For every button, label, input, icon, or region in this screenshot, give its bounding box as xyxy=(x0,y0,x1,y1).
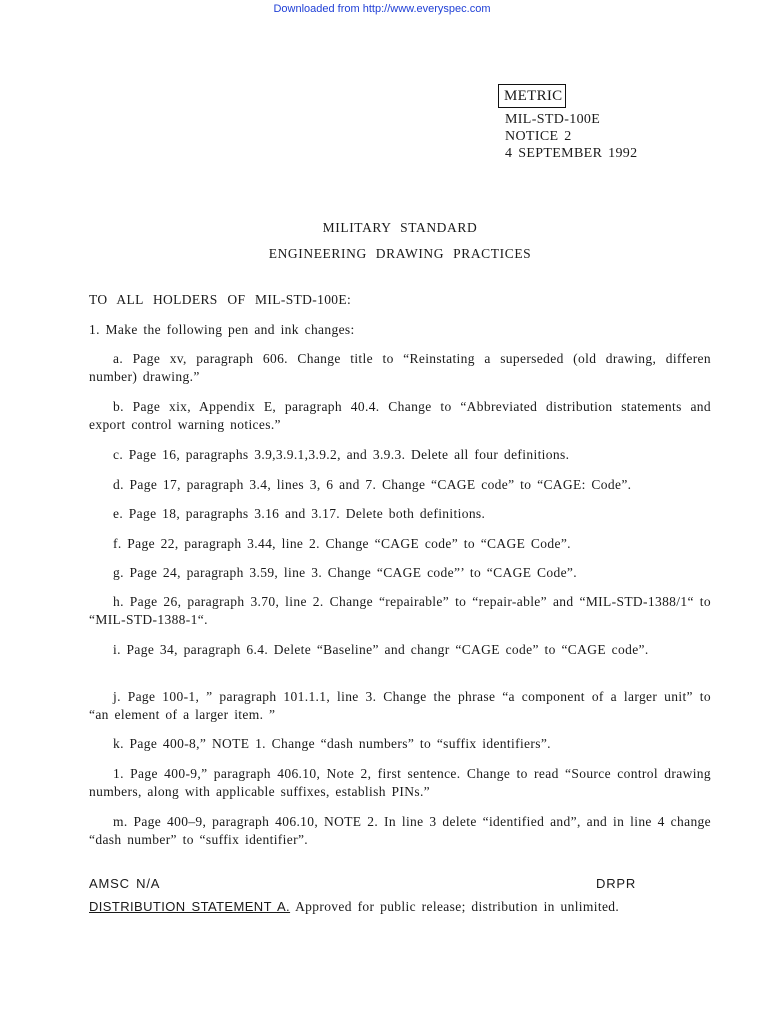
change-item: e. Page 18, paragraphs 3.16 and 3.17. Delete both definitions. xyxy=(113,506,486,521)
distribution-statement xyxy=(89,899,619,915)
change-item: g. Page 24, paragraph 3.59, line 3. Change “CAGE code”’ to “CAGE Code”. xyxy=(113,565,577,580)
area-code: DRPR xyxy=(596,876,637,891)
distribution-label: DISTRIBUTION STATEMENT A. xyxy=(89,899,291,914)
change-item: j. Page 100-1, ” paragraph 101.1.1, line 3. Change the phrase “a component of a larger unit” to “an element of a larger item. ” xyxy=(89,689,711,722)
change-item: b. Page xix, Appendix E, paragraph 40.4. Change to “Abbreviated distribution statements and export control warning notices.” xyxy=(89,399,711,432)
addressee: TO ALL HOLDERS OF MIL-STD-100E: xyxy=(89,292,352,307)
change-item: a. Page xv, paragraph 606. Change title to “Reinstating a superseded (old drawing, differen number) drawing.” xyxy=(89,351,711,384)
change-item: i. Page 34, paragraph 6.4. Delete “Baseline” and changr “CAGE code” to “CAGE code”. xyxy=(113,642,649,657)
document-title-line-1: MILITARY STANDARD xyxy=(322,220,478,235)
distribution-text: Approved for public release; distribution in unlimited. xyxy=(295,899,620,914)
document-identifiers xyxy=(498,111,638,162)
metric-stamp: METRIC xyxy=(498,84,566,108)
change-item: k. Page 400-8,” NOTE 1. Change “dash numbers” to “suffix identifiers”. xyxy=(113,736,551,751)
change-item: c. Page 16, paragraphs 3.9,3.9.1,3.9.2, and 3.9.3. Delete all four definitions. xyxy=(113,447,570,462)
download-source-link[interactable]: Downloaded from http://www.everyspec.com xyxy=(273,3,491,15)
document-id: MIL-STD-100E xyxy=(505,112,601,127)
change-item: f. Page 22, paragraph 3.44, line 2. Change “CAGE code” to “CAGE Code”. xyxy=(113,536,571,551)
amsc-code: AMSC N/A xyxy=(89,876,161,891)
notice-date: 4 SEPTEMBER 1992 xyxy=(505,146,638,161)
document-title-line-2: ENGINEERING DRAWING PRACTICES xyxy=(268,246,532,261)
document-header xyxy=(498,84,638,162)
change-item: 1. Page 400-9,” paragraph 406.10, Note 2, first sentence. Change to read “Source control drawing numbers, along with applicable suffixes, establish PINs.” xyxy=(89,766,711,799)
notice-number: NOTICE 2 xyxy=(505,129,572,144)
change-item: h. Page 26, paragraph 3.70, line 2. Change “repairable” to “repair-able” and “MIL-STD-1388/1“ to “MIL-STD-1388-1“. xyxy=(89,594,711,627)
intro-instruction: 1. Make the following pen and ink changes: xyxy=(89,322,355,337)
change-item: d. Page 17, paragraph 3.4, lines 3, 6 and 7. Change “CAGE code” to “CAGE: Code”. xyxy=(113,477,632,492)
change-item: m. Page 400–9, paragraph 406.10, NOTE 2. In line 3 delete “identified and”, and in line 4 change “dash number” to “suffix identifier”. xyxy=(89,814,711,847)
